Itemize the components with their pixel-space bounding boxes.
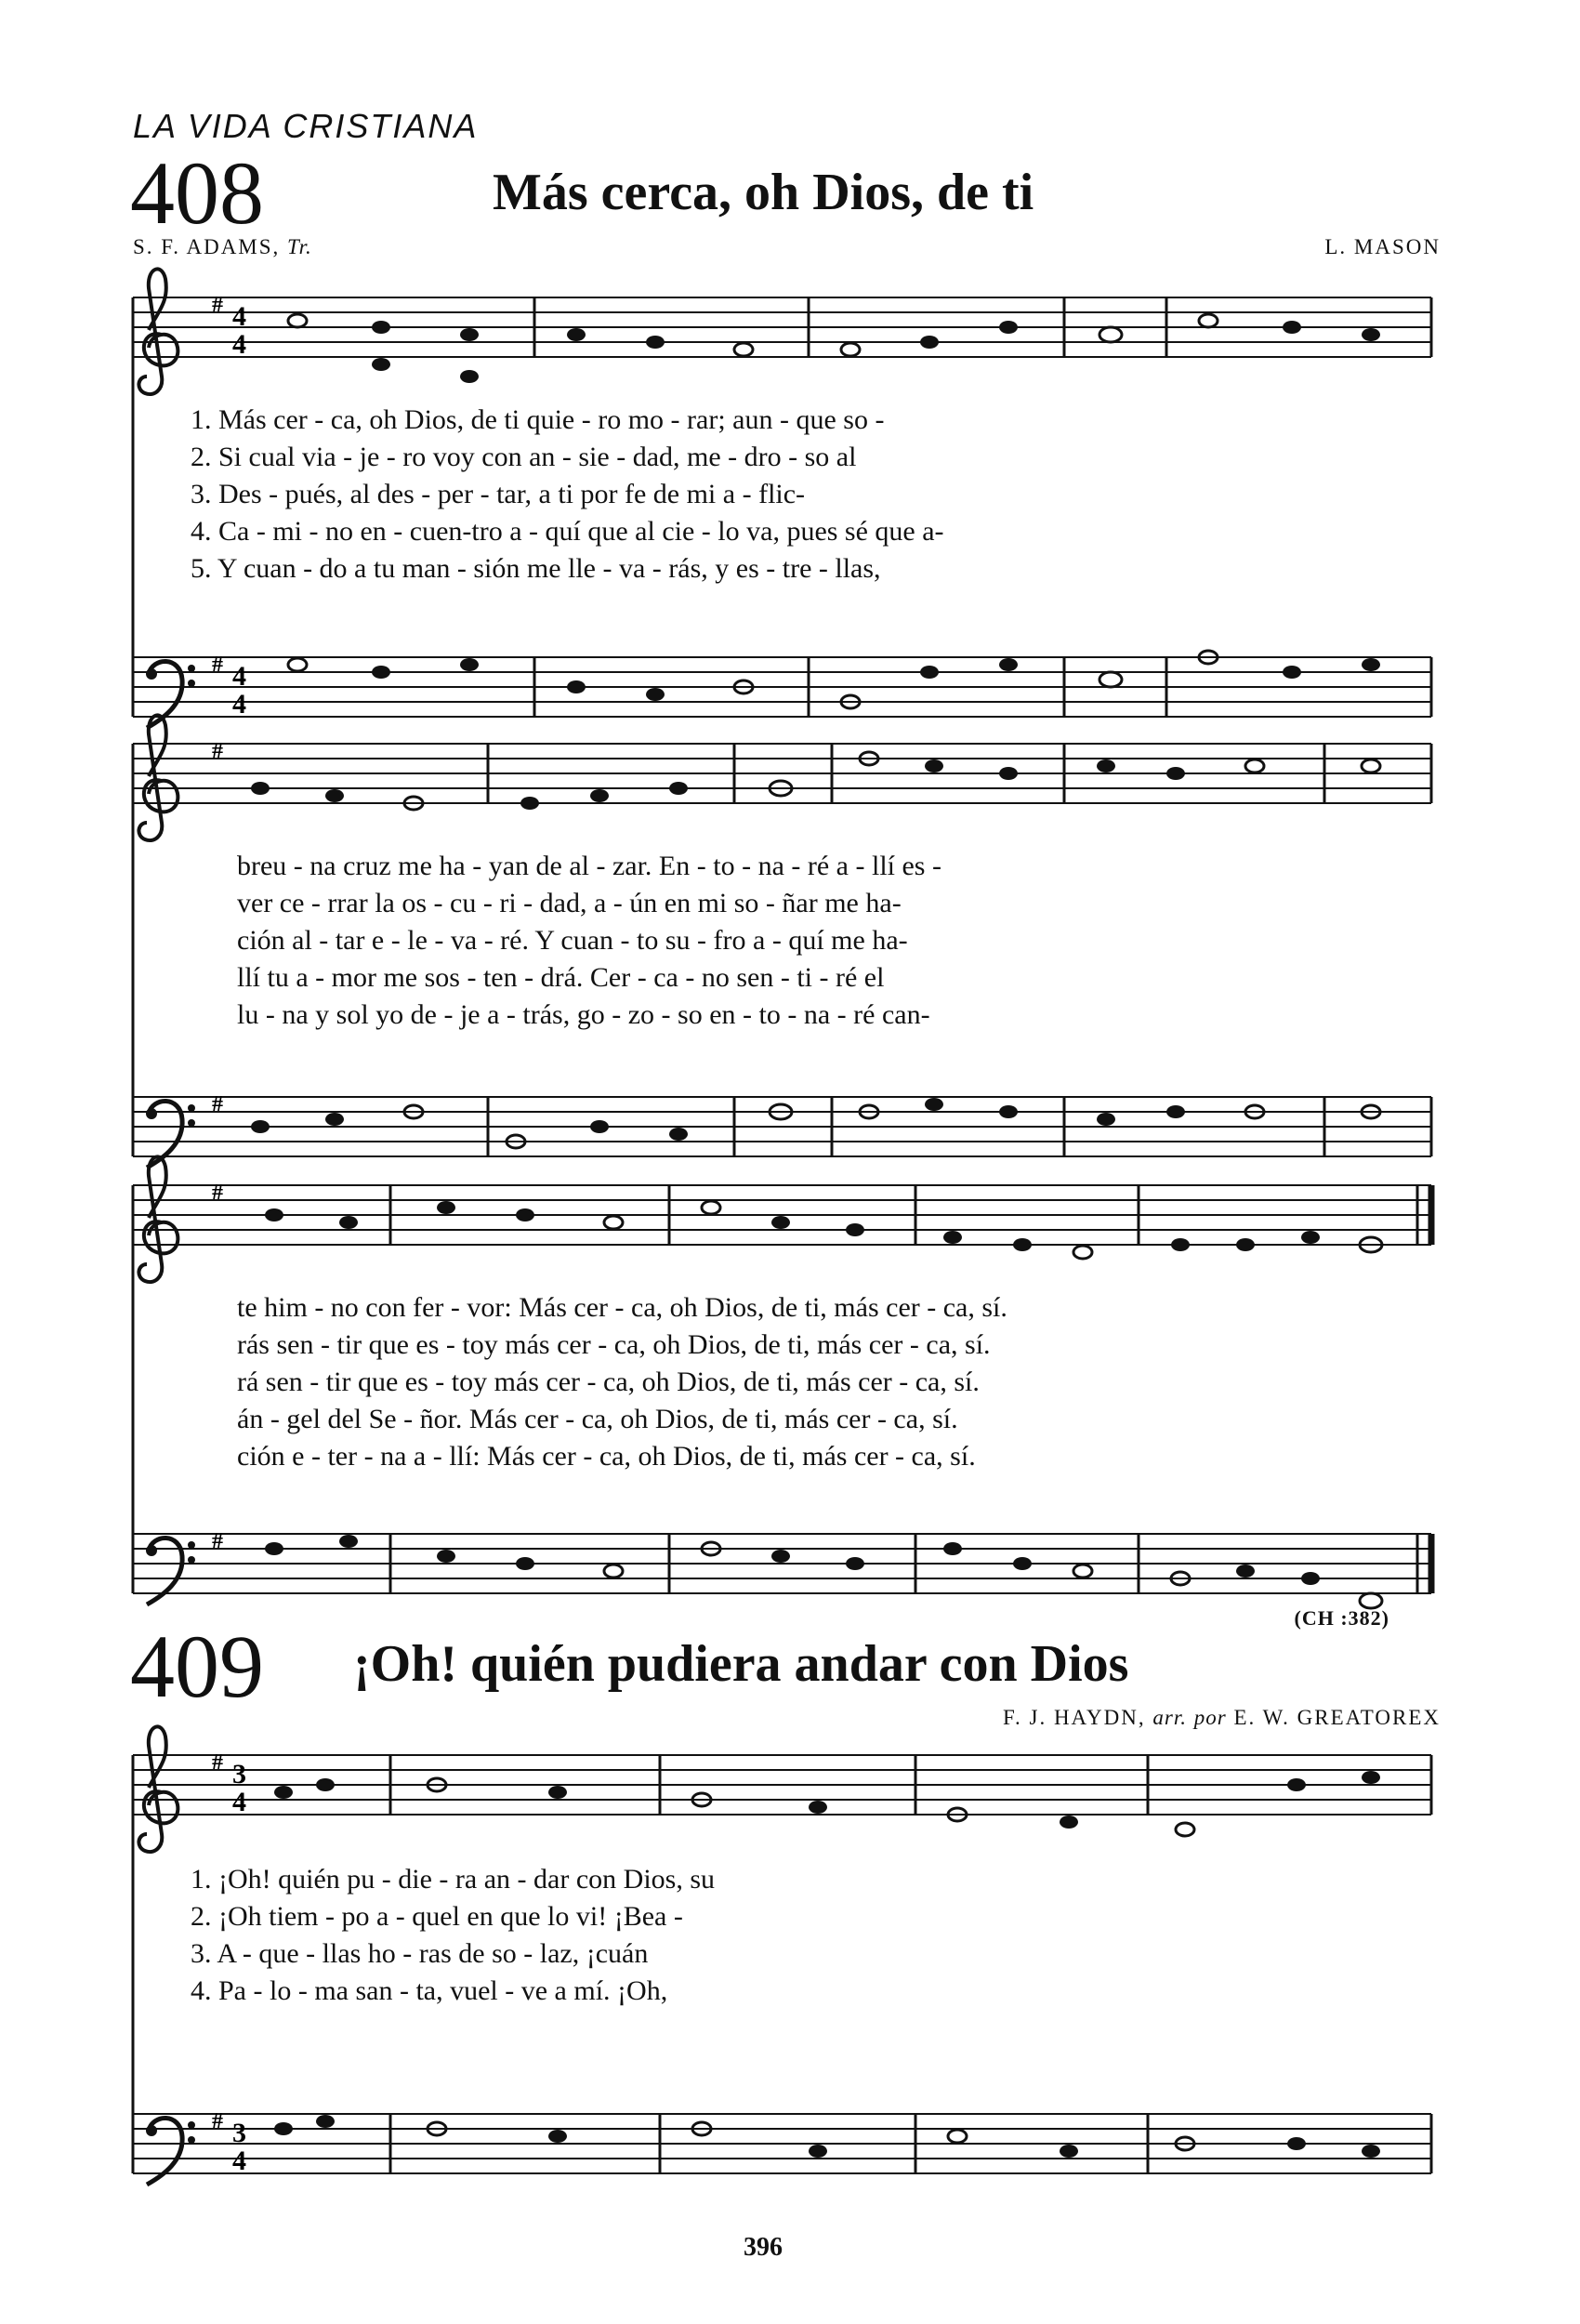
lyric-line: rás sen - tir que es - toy más cer - ca, oh Dios, de ti, más cer - ca, sí. [237, 1329, 991, 1360]
lyric-line: 3. A - que - llas ho - ras de so - laz, ¡cuán [191, 1938, 649, 1969]
svg-text:4: 4 [232, 689, 246, 720]
lyric-line: 5. Y cuan - do a tu man - sión me lle - va - rás, y es - tre - llas, [191, 553, 881, 584]
composer-credit-409 [1003, 1706, 1441, 1730]
staff-408-s2-treble [133, 715, 1431, 840]
svg-text:3: 3 [232, 2118, 246, 2148]
lyric-line: breu - na cruz me ha - yan de al - zar. En - to - na - ré a - llí es - [237, 851, 941, 881]
lyric-line: 1. Más cer - ca, oh Dios, de ti quie - ro mo - rar; aun - que so - [191, 404, 885, 435]
lyric-line: ción al - tar e - le - va - ré. Y cuan - to su - fro a - quí me ha- [237, 925, 908, 956]
lyric-line: llí tu a - mor me sos - ten - drá. Cer - ca - no sen - ti - ré el [237, 962, 885, 993]
svg-text:#: # [212, 1750, 223, 1775]
svg-text:#: # [212, 653, 223, 677]
hymn-number-408: 408 [130, 143, 264, 243]
svg-text:4: 4 [232, 2146, 246, 2176]
hymn-reference: (CH :382) [1294, 1606, 1389, 1630]
staff-409-s1-bass [133, 2109, 1431, 2185]
svg-text:#: # [212, 1529, 223, 1553]
staff-408-s1-bass [133, 297, 1431, 728]
lyric-line: 4. Pa - lo - ma san - ta, vuel - ve a mí. ¡Oh, [191, 1975, 668, 2006]
arranger-name: E. W. GREATOREX [1233, 1706, 1441, 1729]
lyric-line: ción e - ter - na a - llí: Más cer - ca, oh Dios, de ti, más cer - ca, sí. [237, 1441, 976, 1472]
lyric-line: 2. ¡Oh tiem - po a - quel en que lo vi! ¡Bea - [191, 1901, 683, 1932]
svg-text:#: # [212, 293, 223, 317]
svg-text:#: # [212, 1092, 223, 1116]
lyricist-name: S. F. ADAMS, [133, 235, 281, 258]
lyric-line: te him - no con fer - vor: Más cer - ca, oh Dios, de ti, más cer - ca, sí. [237, 1292, 1007, 1323]
composer-note-arr: arr. [1152, 1706, 1187, 1729]
staff-408-s1-treble [133, 269, 1431, 394]
hymn-title-409: ¡Oh! quién pudiera andar con Dios [353, 1635, 1129, 1693]
lyric-line: 1. ¡Oh! quién pu - die - ra an - dar con Dios, su [191, 1864, 716, 1895]
section-label: LA VIDA CRISTIANA [133, 107, 479, 145]
svg-text:#: # [212, 2109, 223, 2133]
hymn-title-408: Más cerca, oh Dios, de ti [493, 164, 1034, 221]
lyric-line: 3. Des - pués, al des - per - tar, a ti por fe de mi a - flic- [191, 479, 806, 509]
svg-text:3: 3 [232, 1759, 246, 1789]
svg-text:#: # [212, 739, 223, 763]
lyricist-note: Tr. [287, 235, 312, 258]
lyric-line: 4. Ca - mi - no en - cuen-tro a - quí que al cie - lo va, pues sé que a- [191, 516, 944, 547]
svg-text:4: 4 [232, 1787, 246, 1817]
lyric-line: 2. Si cual via - je - ro voy con an - sie - dad, me - dro - so al [191, 442, 857, 472]
hymn-number-409: 409 [130, 1617, 264, 1716]
lyric-line: lu - na y sol yo de - je a - trás, go - zo - so en - to - na - ré can- [237, 999, 930, 1030]
svg-text:4: 4 [232, 329, 246, 360]
page-number: 396 [744, 2233, 783, 2262]
composer-credit-408: L. MASON [1324, 235, 1441, 258]
lyric-line: ver ce - rrar la os - cu - ri - dad, a - ún en mi so - ñar me ha- [237, 888, 902, 918]
composer-note-por: por [1193, 1706, 1227, 1729]
composer-name: F. J. HAYDN, [1003, 1706, 1146, 1729]
lyric-line: rá sen - tir que es - toy más cer - ca, oh Dios, de ti, más cer - ca, sí. [237, 1367, 980, 1397]
svg-text:4: 4 [232, 661, 246, 692]
lyric-line: án - gel del Se - ñor. Más cer - ca, oh Dios, de ti, más cer - ca, sí. [237, 1404, 958, 1434]
svg-text:4: 4 [232, 301, 246, 332]
staff-408-s3-treble [133, 1156, 1431, 1282]
svg-text:#: # [212, 1181, 223, 1205]
